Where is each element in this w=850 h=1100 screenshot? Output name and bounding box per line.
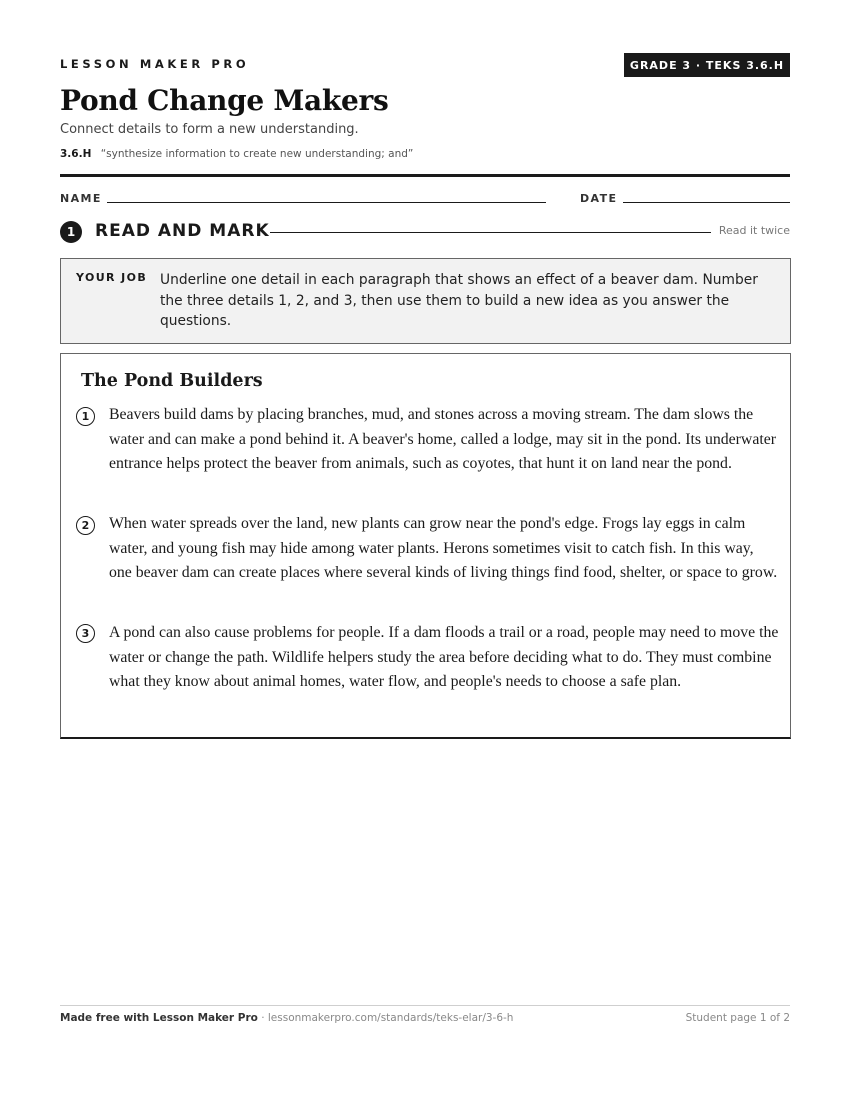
brand-name: LESSON MAKER PRO bbox=[60, 57, 250, 71]
grade-badge: GRADE 3 · TEKS 3.6.H bbox=[624, 53, 790, 77]
paragraph-1: Beavers build dams by placing branches, mud, and stones across a moving stream. The dam slows the water and can make a pond behind it. A beaver's home, called a lodge, may sit in the pond. Its underwater entrance helps protect the beaver from animals, such as coyotes, that hunt it on land near the pond. bbox=[109, 406, 776, 473]
footer-credit bbox=[60, 1012, 513, 1024]
paragraph-number-3: 3 bbox=[76, 624, 95, 643]
footer-divider bbox=[60, 1005, 790, 1006]
your-job-box bbox=[60, 258, 791, 344]
standard-code: 3.6.H bbox=[60, 148, 92, 160]
section-note: Read it twice bbox=[718, 224, 790, 237]
your-job-label: YOUR JOB bbox=[76, 271, 148, 284]
section-title: READ AND MARK bbox=[95, 221, 270, 241]
your-job-text: Underline one detail in each paragraph that shows an effect of a beaver dam. Number the three details 1, 2, and 3, then use them to build a new idea as you answer the questions. bbox=[160, 272, 758, 329]
section-divider bbox=[270, 232, 711, 233]
paragraph-number-2: 2 bbox=[76, 516, 95, 535]
date-label: DATE bbox=[580, 192, 618, 205]
standard-line bbox=[60, 148, 413, 160]
passage-box bbox=[60, 353, 791, 739]
name-line[interactable] bbox=[107, 202, 546, 203]
paragraph-2: When water spreads over the land, new plants can grow near the pond's edge. Frogs lay eggs in calm water, and young fish may hide among water plants. Herons sometimes visit to catch fish. In this way, one beaver dam can create places where several kinds of living things find food, shelter, or space to grow. bbox=[109, 515, 778, 582]
passage-title: The Pond Builders bbox=[81, 371, 263, 391]
worksheet-title: Pond Change Makers bbox=[60, 84, 389, 117]
paragraph-3: A pond can also cause problems for people. If a dam floods a trail or a road, people may need to move the water or change the path. Wildlife helpers study the area before deciding what to do. They must combine what they know about animal homes, water flow, and people's needs to choose a safe plan. bbox=[109, 624, 779, 691]
footer-page-info: Student page 1 of 2 bbox=[685, 1012, 790, 1024]
paragraph-number-1: 1 bbox=[76, 407, 95, 426]
worksheet-subtitle: Connect details to form a new understanding. bbox=[60, 122, 359, 137]
footer-maker: Made free with Lesson Maker Pro bbox=[60, 1012, 258, 1024]
date-line[interactable] bbox=[623, 202, 790, 203]
section-number-badge: 1 bbox=[60, 221, 82, 243]
name-label: NAME bbox=[60, 192, 102, 205]
standard-text: “synthesize information to create new understanding; and” bbox=[100, 148, 414, 160]
header-divider bbox=[60, 174, 790, 177]
footer-url[interactable]: lessonmakerpro.com/standards/teks-elar/3-6-h bbox=[267, 1012, 514, 1024]
footer-separator: · bbox=[257, 1012, 268, 1024]
